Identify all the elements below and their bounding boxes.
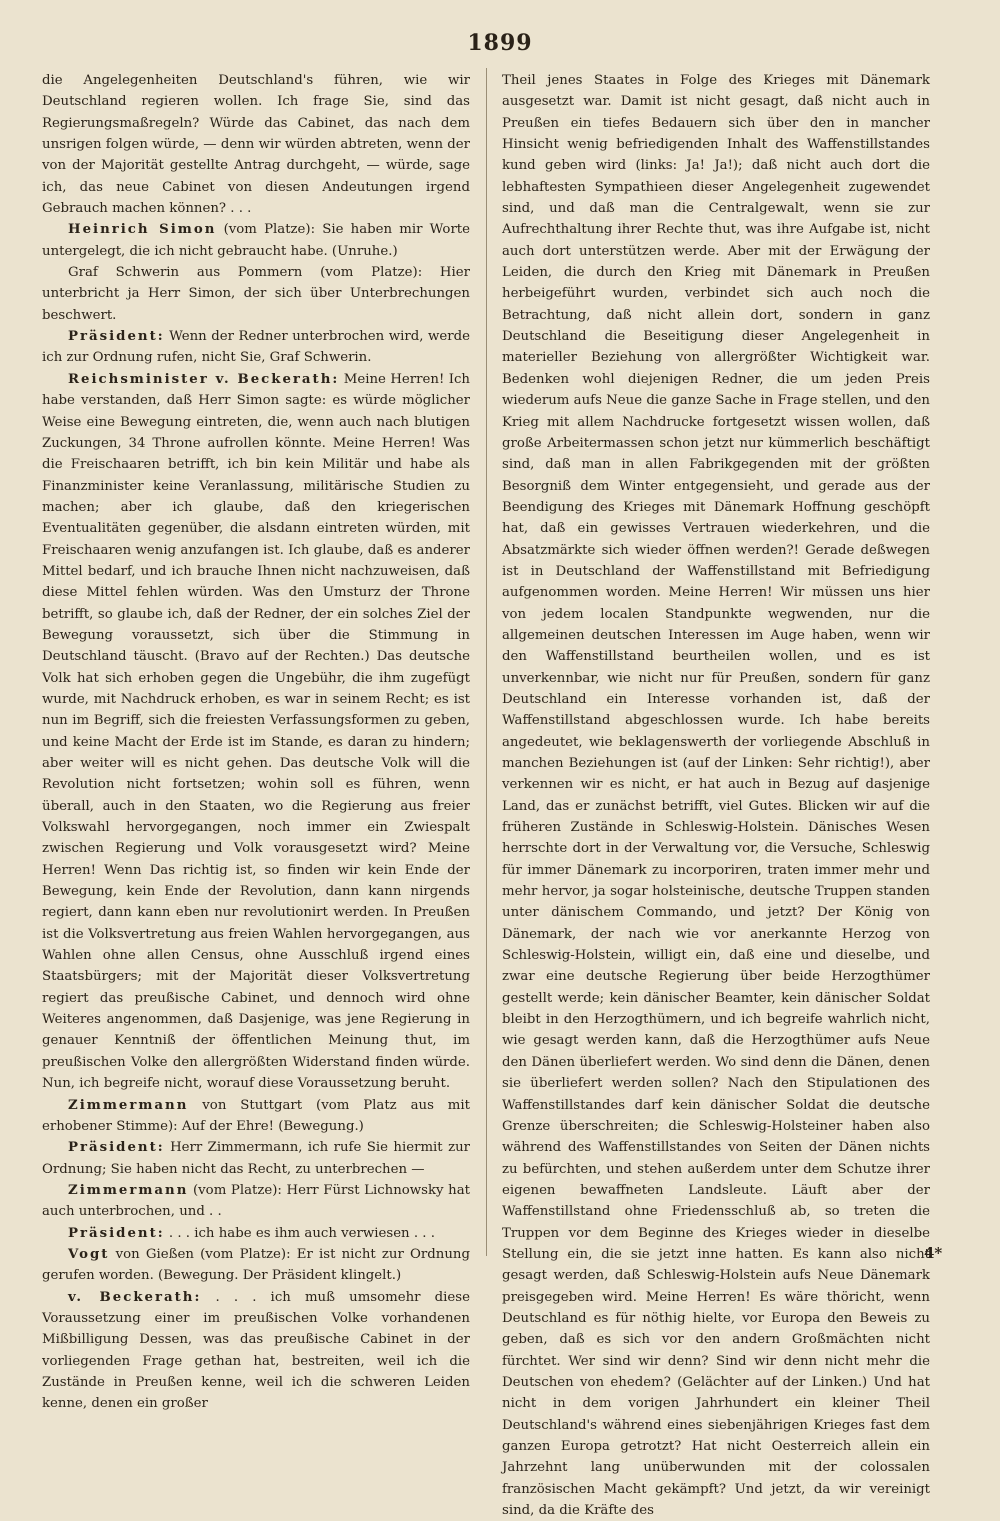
paragraph: Theil jenes Staates in Folge des Krieges mit Dänemark ausgesetzt war. Damit ist nicht gesagt, daß nicht auch in Preußen ein tiefes Bedauern sich über den in mancher Hinsicht wenig befriedigenden Inhalt des Waffenstillstandes kund geben wird (links: Ja! Ja!); daß nicht auch dort die lebhaftesten Sympathieen dieser Angelegenheit zugewendet sind, und daß man die Centralgewalt, wenn sie zur Aufrechthaltung ihrer Rechte thut, was ihre Aufgabe ist, nicht auch dort unterstützen werde. Aber mit der Erwägung der Leiden, die durch den Krieg mit Dänemark in Preußen herbeigeführt wurden, verbindet sich auch noch die Betrachtung, daß nicht allein dort, sondern in ganz Deutschland die Beseitigung dieser Angelegenheit in materieller Beziehung von allergrößter Wichtigkeit war. Bedenken wohl diejenigen Redner, die um jeden Preis wiederum aufs Neue die ganze Sache in Frage stellen, und den Krieg mit allem Nachdrucke fortgesetzt wissen wollen, daß große Arbeitermassen schon jetzt nur kümmerlich beschäftigt sind, daß man in allen Fabrikgegenden mit der größten Besorgniß dem Winter entgegensieht, und gerade aus der Beendigung des Krieges mit Dänemark Hoffnung geschöpft hat, daß ein gewisses Vertrauen wiederkehren, und die Absatzmärkte sich wieder öffnen werden?! Gerade deßwegen ist in Deutschland der Waffenstillstand mit Befriedigung aufgenommen worden. Meine Herren! Wir müssen uns hier von jedem localen Standpunkte wegwenden, nur die allgemeinen deutschen Interessen im Auge haben, wenn wir den Waffenstillstand beurtheilen wollen, und es ist unverkennbar, wie nicht nur für Preußen, sondern für ganz Deutschland ein Interesse vorhanden ist, daß der Waffenstillstand abgeschlossen wurde. Ich habe bereits angedeutet, wie beklagenswerth der vorliegende Abschluß in manchen Beziehungen ist (auf der Linken: Sehr richtig!), aber verkennen wir es nicht, er hat auch in Bezug auf dasjenige Land, das er zunächst betrifft, viel Gutes. Blicken wir auf die früheren Zustände in Schleswig-Holstein. Dänisches Wesen herrschte dort in der Verwaltung vor, die Versuche, Schleswig für immer Dänemark zu incorporiren, traten immer mehr und mehr hervor, ja sogar holsteinische, deutsche Truppen standen unter dänischem Commando, und jetzt? Der König von Dänemark, der nach wie vor anerkannte Herzog von Schleswig-Holstein, willigt ein, daß eine und dieselbe, und zwar eine deutsche Regierung über beide Herzogthümer gestellt werde; kein dänischer Beamter, kein dänischer Soldat bleibt in den Herzogthümern, und ich begreife wahrlich nicht, wie gesagt werden kann, daß die Herzogthümer aufs Neue den Dänen überliefert werden. Wo sind denn die Dänen, denen sie überliefert werden sollen? Nach den Stipulationen des Waffenstillstandes darf kein dänischer Soldat die deutsche Grenze überschreiten; die Schleswig-Holsteiner haben also während des Waffenstillstandes von Seiten der Dänen nichts zu befürchten, und stehen außerdem unter dem Schutze ihrer eigenen bewaffneten Landsleute. Läuft aber der Waffenstillstand ohne Friedensschluß ab, so treten die Truppen vor dem Beginne des Krieges wieder in dieselbe Stellung ein, die sie jetzt inne hatten. Es kann also nicht gesagt werden, daß Schleswig-Holstein aufs Neue Dänemark preisgegeben wird. Meine Herren! Es wäre thöricht, wenn Deutschland es für nöthig hielte, vor Europa den Beweis zu geben, daß es sich vor den andern Großmächten nicht fürchtet. Wer sind wir denn? Sind wir denn nicht mehr die Deutschen von ehedem? (Gelächter auf der Linken.) Und hat nicht in dem vorigen Jahrhundert ein kleiner Theil Deutschland's während eines siebenjährigen Krieges fast dem ganzen Europa getrotzt? Hat nicht Oesterreich allein ein Jahrzehnt lang unüberwunden mit der colossalen französischen Macht gekämpft? Und jetzt, da wir vereinigt sind, da die Kräfte des xyxy=(502,73,930,1519)
paragraph: Zimmermann von Stuttgart (vom Platz aus mit erhobener Stimme): Auf der Ehre! (Bewegung.) xyxy=(42,1097,470,1134)
speaker-name: Reichsminister v. Beckerath: xyxy=(68,371,340,387)
right-column xyxy=(502,70,930,1521)
speaker-name: Zimmermann xyxy=(68,1097,189,1113)
speaker-name: Heinrich Simon xyxy=(68,222,217,238)
speaker-name: v. Beckerath: xyxy=(68,1289,202,1305)
column-divider xyxy=(486,68,487,1256)
paragraph: Präsident: Wenn der Redner unterbrochen wird, werde ich zur Ordnung rufen, nicht Sie, Graf Schwerin. xyxy=(42,329,470,366)
paragraph: Zimmermann (vom Platze): Herr Fürst Lichnowsky hat auch unterbrochen, und . . xyxy=(42,1182,470,1220)
paragraph: Heinrich Simon (vom Platze): Sie haben mir Worte untergelegt, die ich nicht gebraucht habe. (Unruhe.) xyxy=(42,222,471,259)
speaker-name: Präsident: xyxy=(68,329,165,345)
paragraph: Reichsminister v. Beckerath: Meine Herren! Ich habe verstanden, daß Herr Simon sagte: es würde möglicher Weise eine Bewegung eintreten, die, wenn auch nach blutigen Zuckungen, 34 Throne aufrollen könnte. Meine Herren! Was die Freischaaren betrifft, ich bin kein Militär und habe als Finanzminister keine Veranlassung, militärische Studien zu machen; aber ich glaube, daß den kriegerischen Eventualitäten gegenüber, die alsdann eintreten würden, mit Freischaaren wenig anzufangen ist. Ich glaube, daß es anderer Mittel bedarf, und ich brauche Ihnen nicht nachzuweisen, daß diese Mittel fehlen würden. Was den Umsturz der Throne betrifft, so glaube ich, daß der Redner, der ein solches Ziel der Bewegung voraussetzt, sich über die Stimmung in Deutschland täuscht. (Bravo auf der Rechten.) Das deutsche Volk hat sich erhoben gegen die Ungebühr, die ihm zugefügt wurde, mit Nachdruck erhoben, es war in seinem Recht; es ist nun im Begriff, sich die freiesten Verfassungsformen zu geben, und keine Macht der Erde ist im Stande, es daran zu hindern; aber weiter will es nicht gehen. Das deutsche Volk will die Revolution nicht fortsetzen; wohin soll es führen, wenn überall, auch in den Staaten, wo die Regierung aus freier Volkswahl hervorgegangen, noch immer ein Zwiespalt zwischen Regierung und Volk vorausgesetzt wird? Meine Herren! Wenn Das richtig ist, so finden wir kein Ende der Bewegung, kein Ende der Revolution, dann kann nirgends regiert, dann kann eben nur revolutionirt werden. In Preußen ist die Volksvertretung aus freien Wahlen hervorgegangen, aus Wahlen ohne allen Census, ohne Ausschluß irgend eines Staatsbürgers; mit der Majorität dieser Volksvertretung regiert das preußische Cabinet, und dennoch wird ohne Weiteres angenommen, daß Dasjenige, was jene Regierung in genauer Kenntniß der öffentlichen Meinung thut, im preußischen Volke den allergrößten Widerstand finden würde. Nun, ich begreife nicht, worauf diese Voraussetzung beruht. xyxy=(42,371,470,1092)
speaker-name: Präsident: xyxy=(68,1140,165,1156)
speaker-name: Vogt xyxy=(68,1246,110,1262)
signature-mark: 4* xyxy=(924,1244,943,1262)
speaker-name: Zimmermann xyxy=(68,1182,189,1198)
paragraph: die Angelegenheiten Deutschland's führen, wie wir Deutschland regieren wollen. Ich frage Sie, sind das Regierungsmaßregeln? Würde das Cabinet, das nach dem unsrigen folgen würde, — denn wir würden abtreten, wenn der von der Majorität gestellte Antrag durchgeht, — würde, sage ich, das neue Cabinet von diesen Andeutungen irgend Gebrauch machen können? . . . xyxy=(42,73,470,217)
speaker-name: Präsident: xyxy=(68,1225,165,1241)
paragraph: Präsident: . . . ich habe es ihm auch verwiesen . . . xyxy=(68,1225,435,1241)
paragraph: v. Beckerath: . . . ich muß umsomehr diese Voraussetzung einer im preußischen Volke vorhandenen Mißbilligung Dessen, was das preußische Cabinet in der vorliegenden Frage gethan hat, bestreiten, weil ich die Zustände in Preußen kenne, weil ich die schweren Leiden kenne, denen ein großer xyxy=(42,1289,470,1412)
paragraph: Vogt von Gießen (vom Platze): Er ist nicht zur Ordnung gerufen worden. (Bewegung. Der Präsident klingelt.) xyxy=(42,1246,470,1284)
left-column xyxy=(42,70,470,1415)
paragraph: Graf Schwerin aus Pommern (vom Platze): Hier unterbricht ja Herr Simon, der sich über Unterbrechungen beschwert. xyxy=(42,265,470,323)
paragraph: Präsident: Herr Zimmermann, ich rufe Sie hiermit zur Ordnung; Sie haben nicht das Recht, zu unterbrechen — xyxy=(42,1140,470,1177)
page-number: 1899 xyxy=(467,30,533,56)
